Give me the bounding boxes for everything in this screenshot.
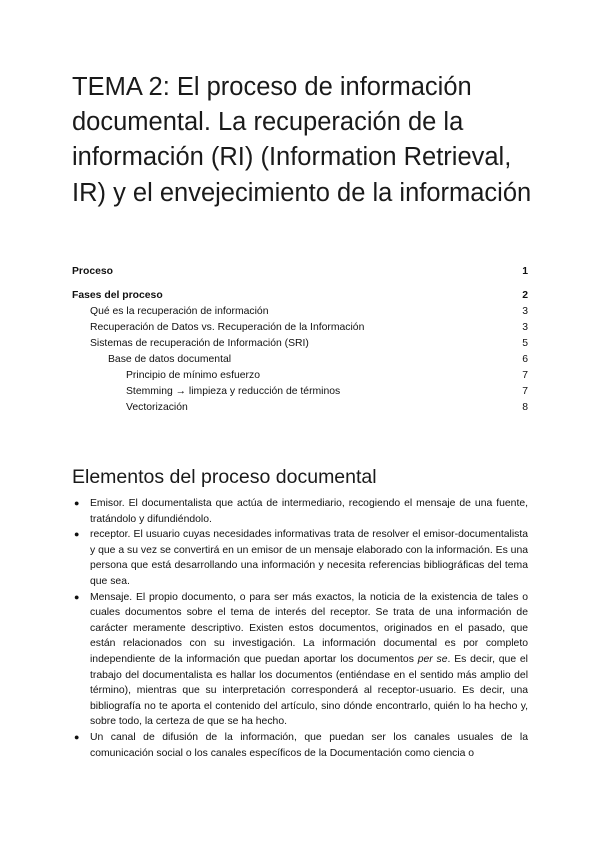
bullet-item [72,590,528,730]
bullet-dot-icon: ● [74,529,80,540]
toc-entry-text: Proceso [72,266,114,277]
bullet-text: Emisor. El documentalista que actúa de intermediario, recogiendo el mensaje de una fuente, tratándolo y difundiéndolo. [90,498,528,525]
bullet-text: Mensaje. El propio documento, o para ser más exactos, la noticia de la existencia de tales o cuales documentos sobre el tema de interés del receptor. Se trata de una información de carácter meramente descriptivo. Existen estos documentos, originados en el pasado, que están relacionados con su investigación. La información documental es por completo independiente de la información que puedan aportar los documentos [90,591,528,665]
toc-entry[interactable] [72,369,528,383]
toc-entry-text: Vectorización [126,402,188,413]
toc-entry-text: Base de datos documental [108,354,232,365]
toc-entry[interactable] [72,305,528,319]
toc-page-number: 3 [522,306,528,317]
toc-entry-text: Fases del proceso [72,290,163,301]
toc-entry[interactable] [72,401,528,415]
bullet-dot-icon: ● [74,731,80,742]
bullet-dot-icon: ● [74,591,80,602]
toc-entry[interactable] [72,353,528,367]
document-title: TEMA 2: El proceso de información documental. La recuperación de la información (RI) (Information Retrieval, IR) y el envejecimiento de la información [72,73,532,207]
toc-entry[interactable] [72,337,528,351]
toc-page-number: 3 [522,322,528,333]
toc-page-number: 8 [522,402,528,413]
toc-entry[interactable] [72,385,528,399]
toc-page-number: 7 [522,370,528,381]
bullet-text: . Es decir, que el trabajo del documentalista es hallar los documentos (entiéndase en el sentido más amplio del término), mientras que su interpretación corresponderá al receptor-usuario. Es decir, una bibliografía no te aporta el contenido del artículo, sino dónde encontrarlo, quién lo ha hecho y, sobre todo, la certeza de que se ha hecho. [90,653,528,728]
bullet-item [72,527,528,589]
toc-entry-text: Qué es la recuperación de información [90,306,269,317]
toc-entry[interactable] [72,265,528,279]
toc-entry[interactable] [72,289,528,303]
toc-page-number: 2 [522,290,528,301]
bullet-text: Un canal de difusión de la información, que puedan ser los canales usuales de la comunicación social o los canales específicos de la Documentación como ciencia o [90,731,528,759]
bullet-list [72,496,528,761]
toc-page-number: 7 [522,386,528,397]
bullet-dot-icon: ● [74,498,80,508]
toc-entry-text: Recuperación de Datos vs. Recuperación de la Información [90,322,365,333]
toc-page-number: 5 [522,338,528,349]
toc-entry-text: Sistemas de recuperación de Información (SRI) [90,338,309,349]
bullet-item [72,730,528,761]
toc-page-number: 1 [522,266,528,277]
bullet-text: receptor. El usuario cuyas necesidades informativas trata de resolver el emisor-documentalista y que a su vez se convertirá en un emisor de un mensaje elaborado con la información. Es una persona que está desarrollando una información y necesita referencias bibliográficas del tema que sea. [90,529,528,587]
toc-page-number: 6 [522,354,528,365]
bullet-item [72,496,528,527]
toc-entry[interactable] [72,321,528,335]
toc-entry-text: Principio de mínimo esfuerzo [126,370,260,381]
bullet-text: per se [417,653,448,665]
section-heading: Elementos del proceso documental [72,466,377,488]
toc-entry-text: Stemming → limpieza y reducción de términos [126,386,341,397]
